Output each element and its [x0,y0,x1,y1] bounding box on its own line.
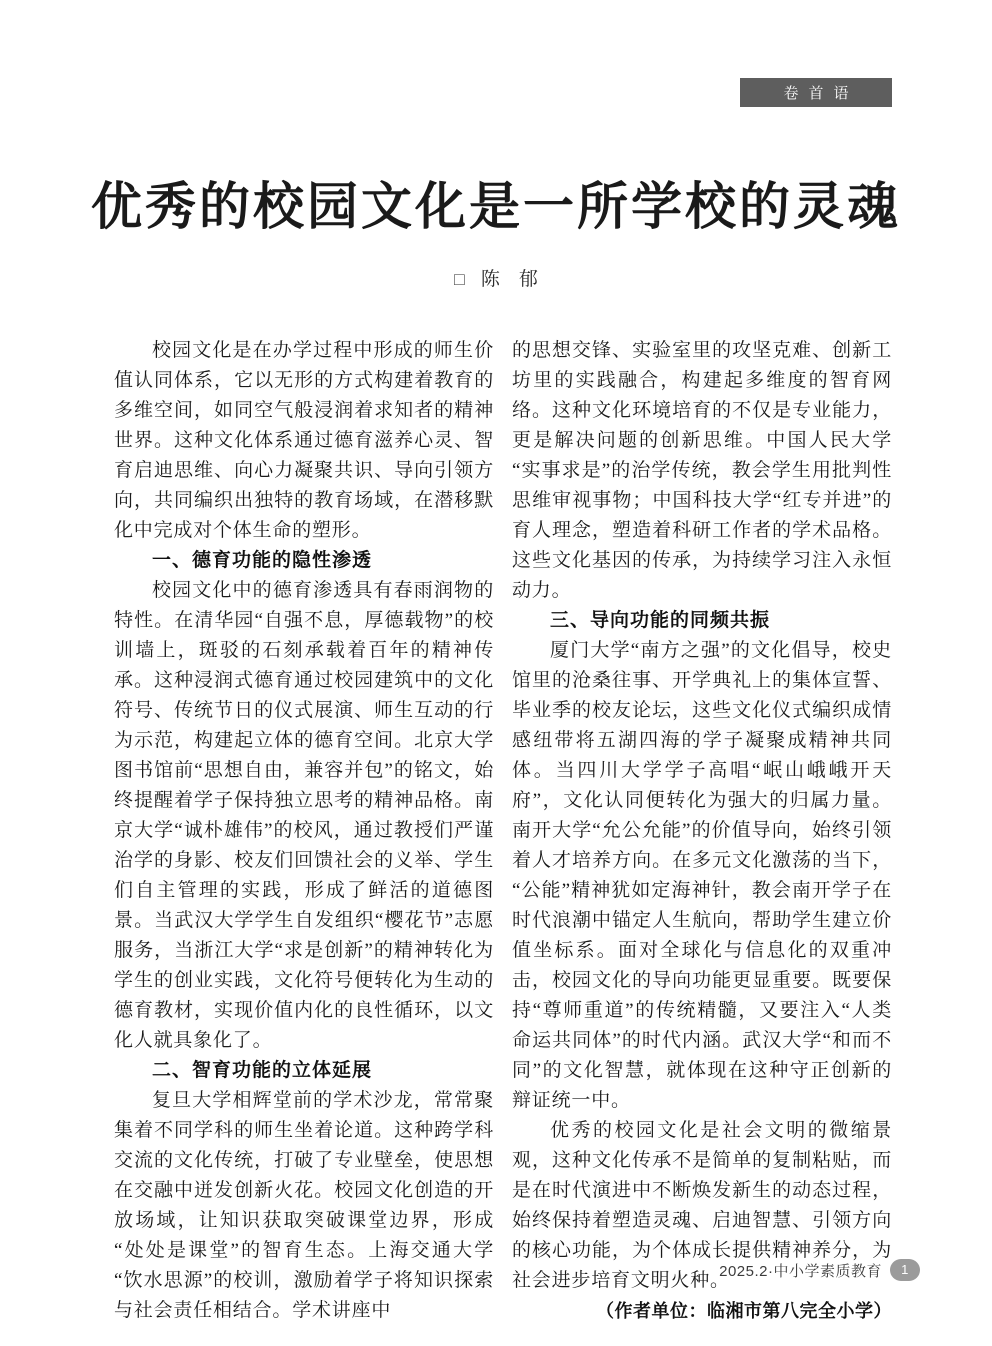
section-2-heading: 二、智育功能的立体延展 [152,1060,373,1081]
author-affiliation: （作者单位：临湘市第八完全小学） [596,1301,892,1321]
author-line [0,264,992,291]
page-footer [719,1259,920,1281]
article-title: 优秀的校园文化是一所学校的灵魂 [90,177,901,237]
section-1-heading: 一、德育功能的隐性渗透 [152,550,373,571]
closing-paragraph: 优秀的校园文化是社会文明的微缩景观，这种文化传承不是简单的复制粘贴，而是在时代演进中不断焕发新生的动态过程，始终保持着塑造灵魂、启迪智慧、引领方向的核心功能，为个体成长提供精神养分，为社会进步培育文明火种。 [512,1120,892,1291]
author-marker-square: □ [454,269,465,289]
section-3-heading: 三、导向功能的同频共振 [550,610,771,631]
article-body [114,336,892,1326]
section-badge: 卷首语 [740,78,892,107]
journal-issue: 2025.2·中小学素质教育 [719,1262,882,1280]
intro-paragraph: 校园文化是在办学过程中形成的师生价值认同体系，它以无形的方式构建着教育的多维空间，如同空气般浸润着求知者的精神世界。这种文化体系通过德育滋养心灵、智育启迪思维、向心力凝聚共识、导向引领方向，共同编织出独特的教育场域，在潜移默化中完成对个体生命的塑形。 [114,340,494,541]
section-2-paragraph-continued: 的思想交锋、实验室里的攻坚克难、创新工坊里的实践融合，构建起多维度的智育网络。这种文化环境培育的不仅是专业能力，更是解决问题的创新思维。中国人民大学“实事求是”的治学传统，教会学生用批判性思维审视事物；中国科技大学“红专并进”的育人理念，塑造着科研工作者的学术品格。这些文化基因的传承，为持续学习注入永恒动力。 [512,340,892,601]
section-3-paragraph: 厦门大学“南方之强”的文化倡导，校史馆里的沧桑往事、开学典礼上的集体宣誓、毕业季的校友论坛，这些文化仪式编织成情感纽带将五湖四海的学子凝聚成精神共同体。当四川大学学子高唱“岷山峨峨开天府”，文化认同便转化为强大的归属力量。南开大学“允公允能”的价值导向，始终引领着人才培养方向。在多元文化激荡的当下，“公能”精神犹如定海神针，教会南开学子在时代浪潮中锚定人生航向，帮助学生建立价值坐标系。面对全球化与信息化的双重冲击，校园文化的导向功能更显重要。既要保持“尊师重道”的传统精髓，又要注入“人类命运共同体”的时代内涵。武汉大学“和而不同”的文化智慧，就体现在这种守正创新的辩证统一中。 [512,640,892,1111]
left-column [114,336,494,1326]
author-name: 陈 郁 [480,269,538,290]
page-number-badge: 1 [890,1259,920,1281]
right-column [512,336,892,1326]
section-2-paragraph-left: 复旦大学相辉堂前的学术沙龙，常常聚集着不同学科的师生坐着论道。这种跨学科交流的文化传统，打破了专业壁垒，使思想在交融中迸发创新火花。校园文化创造的开放场域，让知识获取突破课堂边界，形成“处处是课堂”的智育生态。上海交通大学“饮水思源”的校训，激励着学子将知识探索与社会责任相结合。学术讲座中 [114,1090,494,1321]
section-1-paragraph: 校园文化中的德育渗透具有春雨润物的特性。在清华园“自强不息，厚德载物”的校训墙上，斑驳的石刻承载着百年的精神传承。这种浸润式德育通过校园建筑中的文化符号、传统节日的仪式展演、师生互动的行为示范，构建起立体的德育空间。北京大学图书馆前“思想自由，兼容并包”的铭文，始终提醒着学子保持独立思考的精神品格。南京大学“诚朴雄伟”的校风，通过教授们严谨治学的身影、校友们回馈社会的义举、学生们自主管理的实践，形成了鲜活的道德图景。当武汉大学学生自发组织“樱花节”志愿服务，当浙江大学“求是创新”的精神转化为学生的创业实践，文化符号便转化为生动的德育教材，实现价值内化的良性循环，以文化人就具象化了。 [114,580,494,1051]
